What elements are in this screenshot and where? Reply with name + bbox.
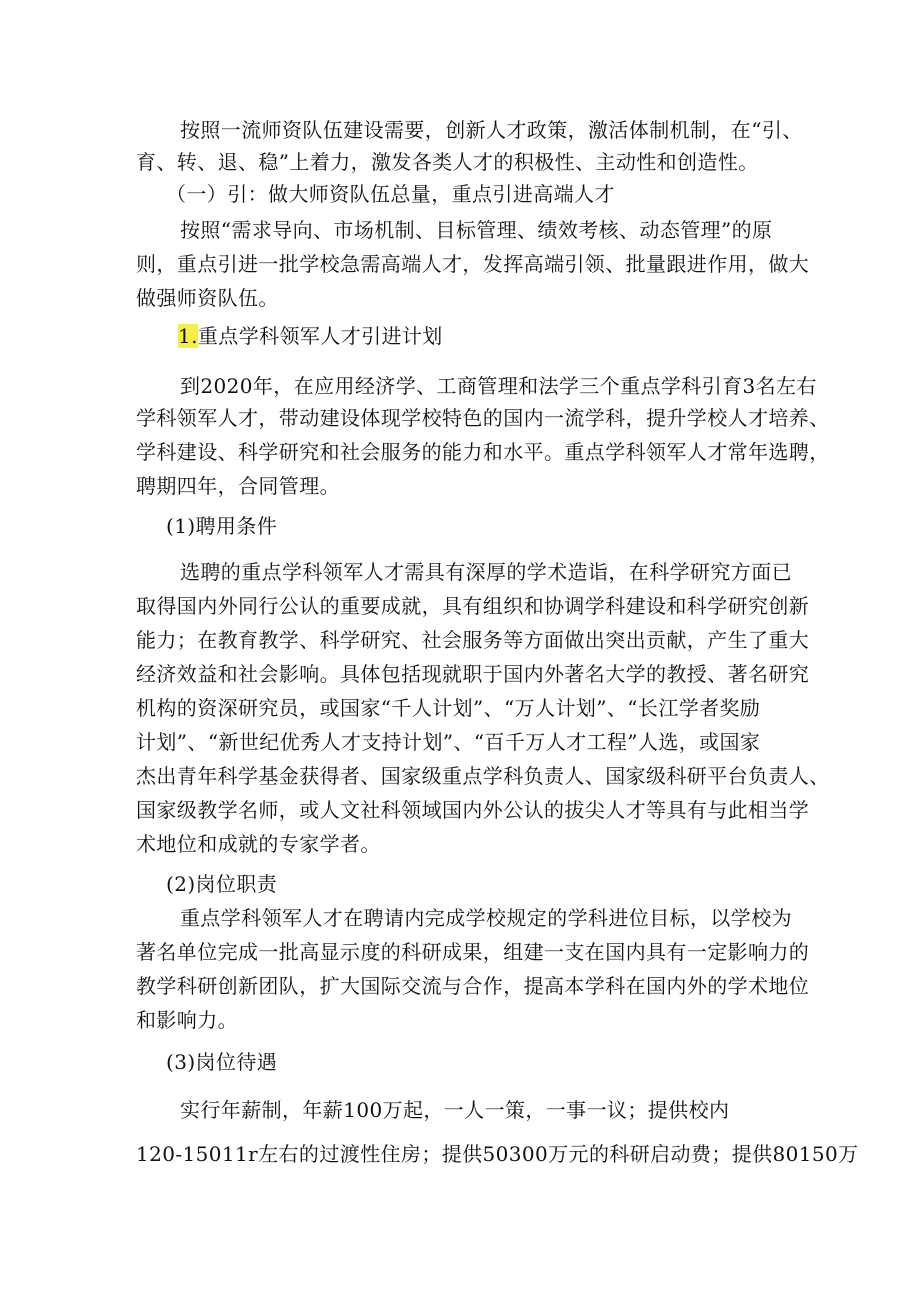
item-heading: (2)岗位职责 (166, 872, 278, 896)
paragraph-line: 聘期四年，合同管理。 (136, 474, 340, 498)
highlighted-number: 1. (178, 324, 198, 348)
paragraph-line: 按照“需求导向、市场机制、目标管理、绩效考核、动态管理”的原 (180, 218, 773, 242)
section-heading: （一）引：做大师资队伍总量，重点引进高端人才 (166, 182, 615, 206)
paragraph-line: 经济效益和社会影响。具体包括现就职于国内外著名大学的教授、著名研究 (136, 662, 810, 686)
subsection-title: 重点学科领军人才引进计划 (197, 324, 443, 348)
item-heading: (1)聘用条件 (166, 514, 278, 538)
paragraph-line: 做强师资队伍。 (136, 286, 279, 310)
paragraph-line: 实行年薪制，年薪100万起，一人一策，一事一议；提供校内 (180, 1098, 730, 1122)
paragraph-line: 著名单位完成一批高显示度的科研成果，组建一支在国内具有一定影响力的 (136, 940, 810, 964)
paragraph-line: 育、转、退、稳”上着力，激发各类人才的积极性、主动性和创造性。 (136, 150, 759, 174)
paragraph-line: 则，重点引进一批学校急需高端人才，发挥高端引领、批量跟进作用，做大 (136, 252, 810, 276)
subsection-heading (178, 324, 838, 348)
paragraph-line: 教学科研创新团队，扩大国际交流与合作，提高本学科在国内外的学术地位 (136, 974, 810, 998)
paragraph-line: 国家级教学名师，或人文社科领域国内外公认的拔尖人才等具有与此相当学 (136, 798, 810, 822)
paragraph-line: 杰出青年科学基金获得者、国家级重点学科负责人、国家级科研平台负责人、 (136, 764, 830, 788)
paragraph-line: 按照一流师资队伍建设需要，创新人才政策，激活体制机制，在“引、 (180, 118, 803, 142)
paragraph-line: 到2020年，在应用经济学、工商管理和法学三个重点学科引育3名左右 (180, 374, 817, 398)
item-heading: (3)岗位待遇 (166, 1050, 278, 1074)
paragraph-line: 取得国内外同行公认的重要成就，具有组织和协调学科建设和科学研究创新 (136, 594, 810, 618)
paragraph-line: 能力；在教育教学、科学研究、社会服务等方面做出突出贡献，产生了重大 (136, 628, 810, 652)
paragraph-line: 术地位和成就的专家学者。 (136, 832, 381, 856)
paragraph-line: 选聘的重点学科领军人才需具有深厚的学术造诣，在科学研究方面已 (180, 560, 792, 584)
paragraph-line: 重点学科领军人才在聘请内完成学校规定的学科进位目标，以学校为 (180, 906, 792, 930)
paragraph-line: 学科领军人才，带动建设体现学校特色的国内一流学科，提升学校人才培养、 (136, 406, 830, 430)
paragraph-line: 120-15011r左右的过渡性住房；提供50300万元的科研启动费；提供80150万 (136, 1142, 859, 1166)
paragraph-line: 学科建设、科学研究和社会服务的能力和水平。重点学科领军人才常年选聘， (136, 440, 830, 464)
paragraph-line: 机构的资深研究员，或国家“千人计划”、“万人计划”、“长江学者奖励 (136, 696, 761, 720)
paragraph-line: 和影响力。 (136, 1008, 238, 1032)
paragraph-line: 计划”、“新世纪优秀人才支持计划”、“百千万人才工程”人选，或国家 (136, 730, 761, 754)
